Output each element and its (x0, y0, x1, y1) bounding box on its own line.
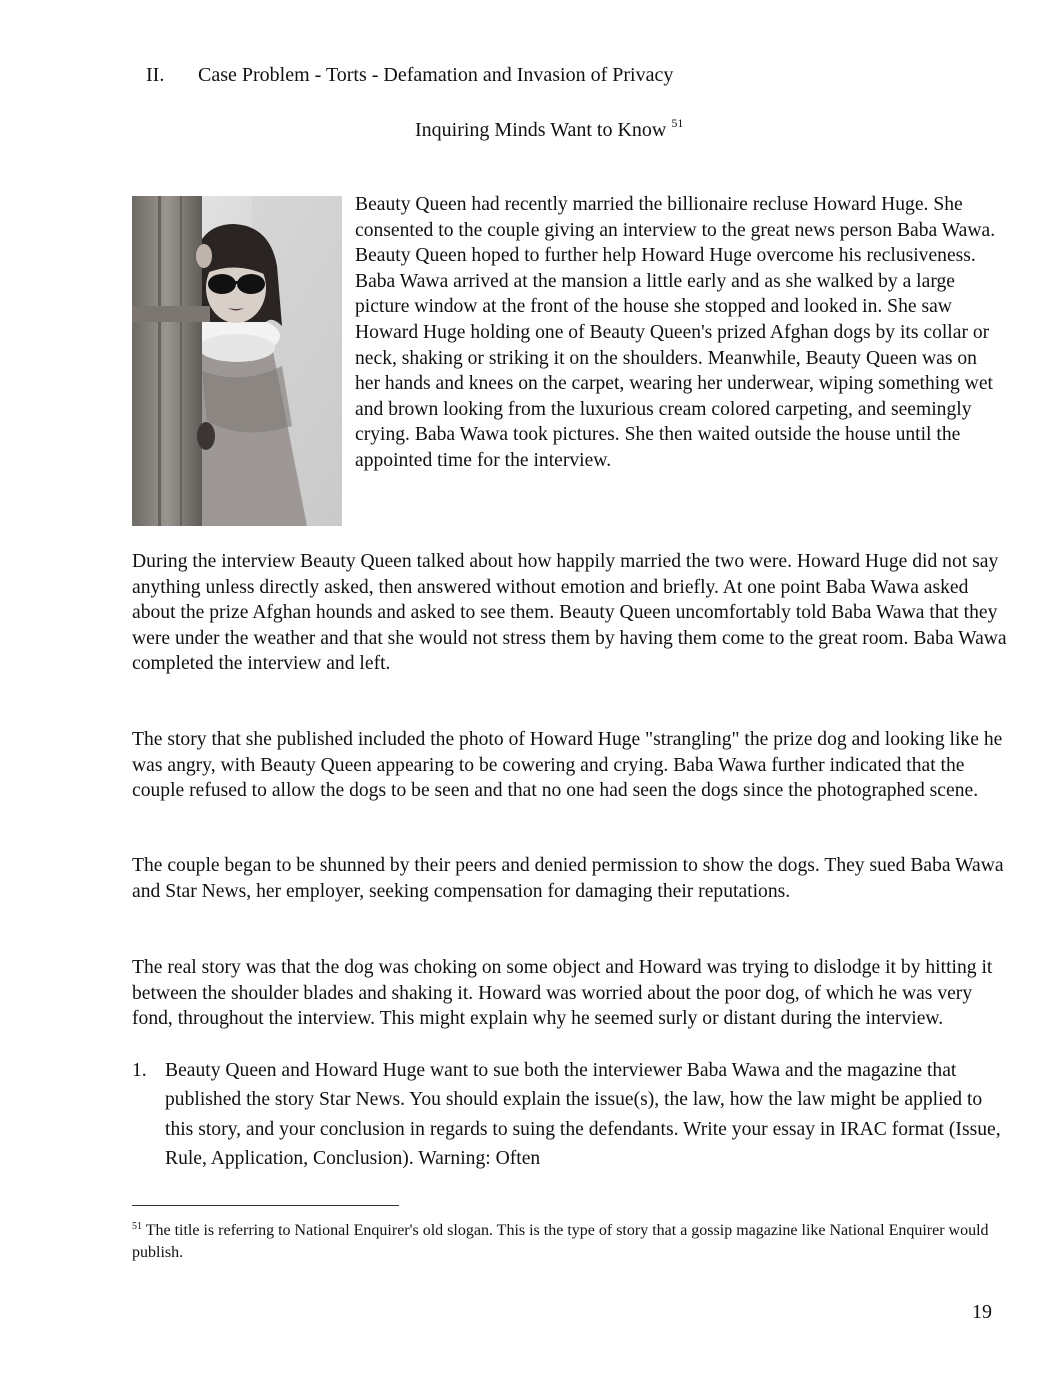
case-title-text: Inquiring Minds Want to Know (415, 119, 667, 141)
section-title: Case Problem - Torts - Defamation and Invasion of Privacy (198, 64, 674, 86)
paragraph-lawsuit: The couple began to be shunned by their peers and denied permission to show the dogs. They sued Baba Wawa and Star News, her employer, seeking compensation for damaging their reputations. (132, 855, 1004, 902)
intro-paragraph: Beauty Queen had recently married the billionaire recluse Howard Huge. She consented to the couple giving an interview to the great news person Baba Wawa. Beauty Queen hoped to further help Howard Huge overcome his reclusiveness. Baba Wawa arrived at the mansion a little early and as she walked by a large picture window at the front of the house she stopped and looked in. She saw Howard Huge holding one of Beauty Queen's prized Afghan dogs by its collar or neck, shaking or striking it on the shoulders. Meanwhile, Beauty Queen was on her hands and knees on the carpet, wearing her underwear, wiping something wet and brown looking from the luxurious cream colored carpeting, and seemingly crying. Baba Wawa took pictures. She then waited outside the house until the appointed time for the interview. (355, 194, 996, 471)
footnote-reference: 51 (671, 116, 684, 130)
paragraph-real-story: The real story was that the dog was choking on some object and Howard was trying to dislodge it by hitting it between the shoulder blades and shaking it. Howard was worried about the poor dog, of which he was very fond, throughout the interview. This might explain why he seemed surly or distant during the interview. (132, 957, 993, 1030)
question-text: Beauty Queen and Howard Huge want to sue both the interviewer Baba Wawa and the magazine that published the story Star News. You should explain the issue(s), the law, how the law might be applied to this story, and your conclusion in regards to suing the defendants. Write your essay in IRAC format (Issue, Rule, Application, Conclusion). Warning: Often (165, 1060, 1001, 1169)
footnote-number: 51 (132, 1221, 142, 1232)
footnote-text: The title is referring to National Enquirer's old slogan. This is the type of story that a gossip magazine like National Enquirer would publish. (132, 1222, 989, 1261)
paragraph-published-story: The story that she published included the photo of Howard Huge "strangling" the prize dog and looking like he was angry, with Beauty Queen appearing to be cowering and crying. Baba Wawa further indicated that the couple refused to allow the dogs to be seen and that no one had seen the dogs since the photographed scene. (132, 729, 1003, 802)
section-heading (146, 64, 673, 87)
woman-photo-illustration (132, 196, 342, 526)
footnote (132, 1216, 992, 1264)
page-number: 19 (972, 1301, 992, 1323)
section-number: II. (146, 64, 165, 86)
footnote-divider (132, 1205, 399, 1206)
paragraph-interview: During the interview Beauty Queen talked about how happily married the two were. Howard Huge did not say anything unless directly asked, then answered without emotion and briefly. At one point Baba Wawa asked about the prize Afghan hounds and asked to see them. Beauty Queen uncomfortably told Baba Wawa that they were under the weather and that she would not stress them by having them come to the great room. Baba Wawa completed the interview and left. (132, 551, 1007, 675)
case-title (415, 116, 683, 142)
question-list (132, 1056, 1012, 1173)
woman-photo (132, 196, 342, 526)
question-number: 1. (132, 1060, 147, 1081)
